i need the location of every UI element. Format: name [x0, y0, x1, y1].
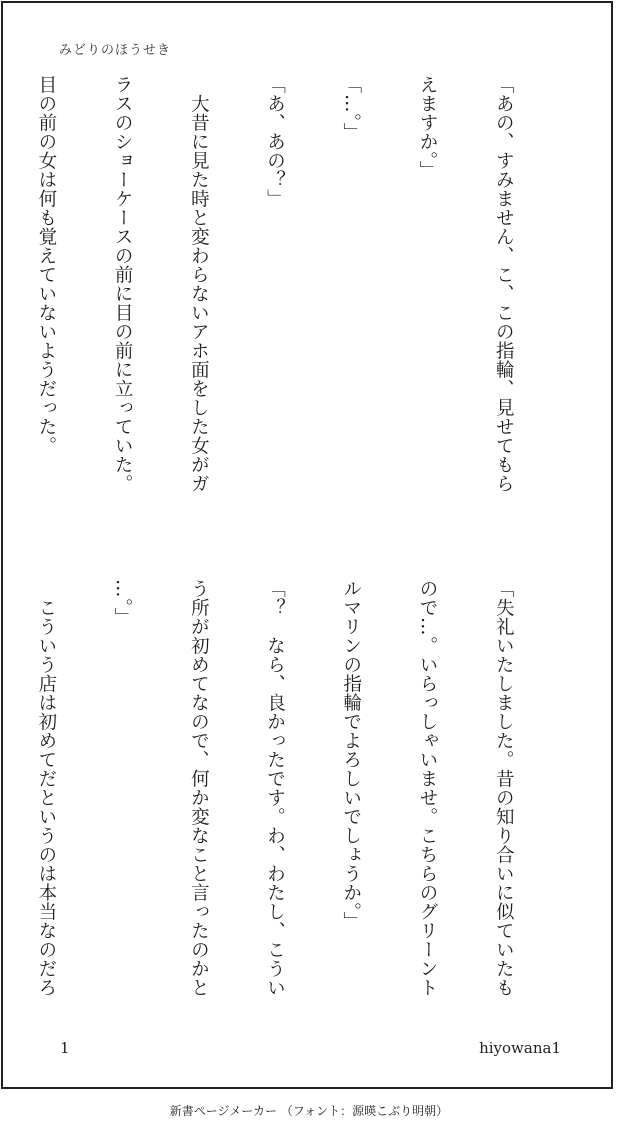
- footer-credit: 新書ページメーカー （フォント：源暎こぶり明朝）: [169, 1104, 449, 1118]
- text-line: 目の前の女は何も覚えていないようだった。: [35, 75, 57, 455]
- text-line: う所が初めてなので、何か変なこと言ったのかと: [188, 579, 210, 997]
- text-line: 大昔に見た時と変わらないアホ面をした女がガ: [188, 75, 210, 493]
- text-line: ルマリンの指輪でよろしいでしょうか。」: [340, 579, 362, 931]
- text-line: ので…。いらっしゃいませ。こちらのグリーント: [416, 579, 438, 997]
- text-line: 「あの、すみません、こ、この指輪、見せてもら: [493, 75, 515, 493]
- text-line: 「失礼いたしました。昔の知り合いに似ていたも: [493, 579, 515, 997]
- text-block-top: [35, 75, 567, 535]
- text-line: こういう店は初めてだというのは本当なのだろ: [35, 579, 57, 997]
- author-name: hiyowana1: [479, 1039, 561, 1057]
- text-line: えますか。」: [416, 75, 438, 180]
- text-line: …。」: [112, 579, 134, 627]
- text-line: 「？ なら、良かったです。わ、わたし、こうい: [264, 579, 286, 997]
- book-page: [1, 1, 613, 1089]
- page-number: 1: [60, 1039, 70, 1057]
- text-line: 「…。」: [340, 75, 362, 142]
- text-block-bottom: [35, 579, 567, 1019]
- chapter-title: みどりのほうせき: [59, 43, 172, 58]
- text-line: 「あ、あの？」: [264, 75, 286, 208]
- text-line: ラスのショーケースの前に目の前に立っていた。: [112, 75, 134, 493]
